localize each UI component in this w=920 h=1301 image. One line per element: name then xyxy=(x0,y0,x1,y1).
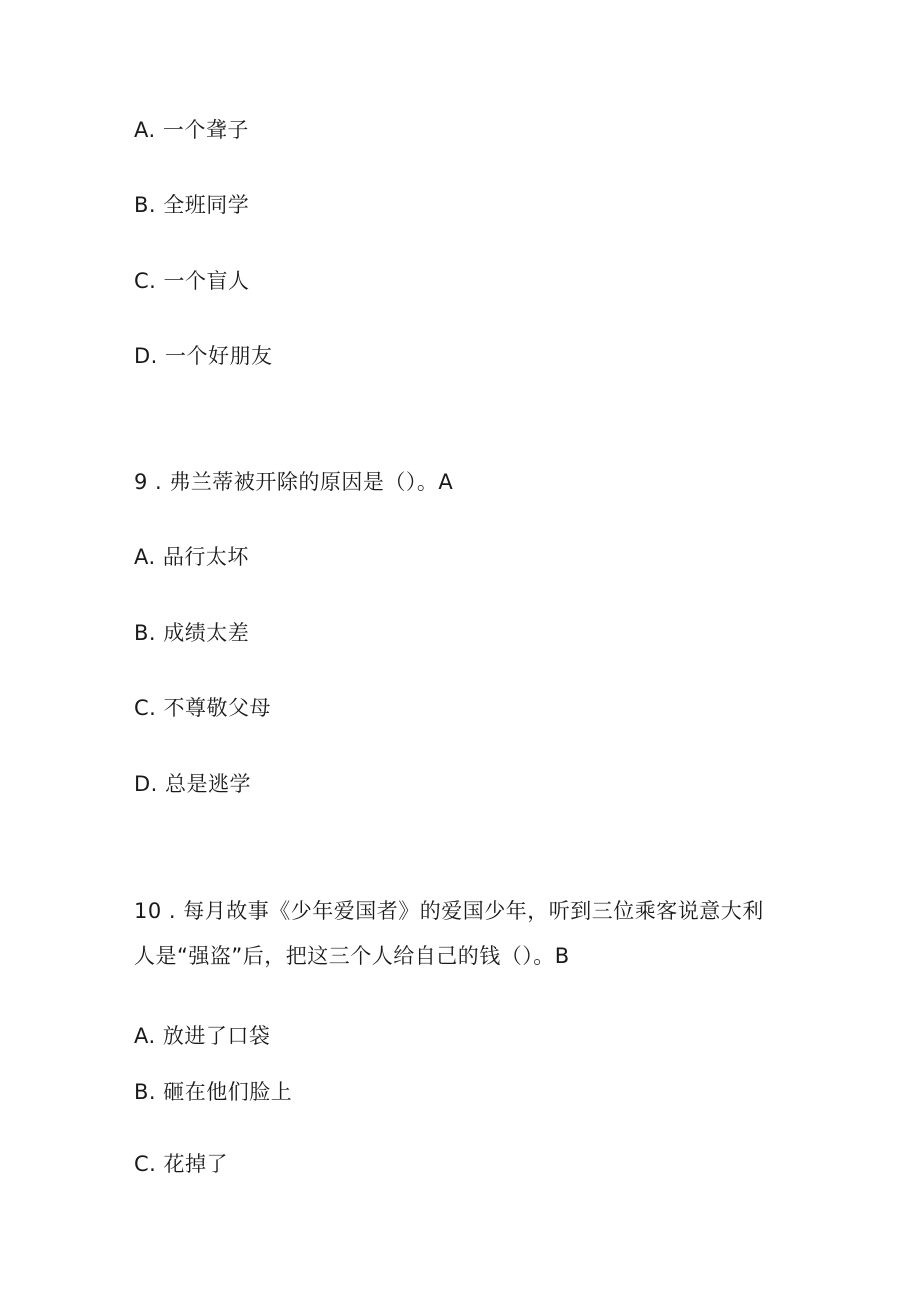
q10-option-c: C. 花掉了 xyxy=(134,1152,229,1176)
q9-option-c: C. 不尊敬父母 xyxy=(134,696,272,720)
q10-option-b: B. 砸在他们脸上 xyxy=(134,1080,293,1104)
q8-option-d: D. 一个好朋友 xyxy=(134,344,273,368)
q8-option-c: C. 一个盲人 xyxy=(134,269,250,293)
q9-option-d: D. 总是逃学 xyxy=(134,772,252,796)
q9-option-b: B. 成绩太差 xyxy=(134,621,250,645)
question-9: 9 . 弗兰蒂被开除的原因是（）。A xyxy=(134,470,454,494)
q8-option-b: B. 全班同学 xyxy=(134,193,250,217)
q9-option-a: A. 品行太坏 xyxy=(134,545,249,569)
question-10-line-2: 人是“强盗”后，把这三个人给自己的钱（）。B xyxy=(134,944,570,968)
question-10-line-1: 10 . 每月故事《少年爱国者》的爱国少年，听到三位乘客说意大利 xyxy=(134,899,764,923)
q10-option-a: A. 放进了口袋 xyxy=(134,1024,271,1048)
q8-option-a: A. 一个聋子 xyxy=(134,118,249,142)
